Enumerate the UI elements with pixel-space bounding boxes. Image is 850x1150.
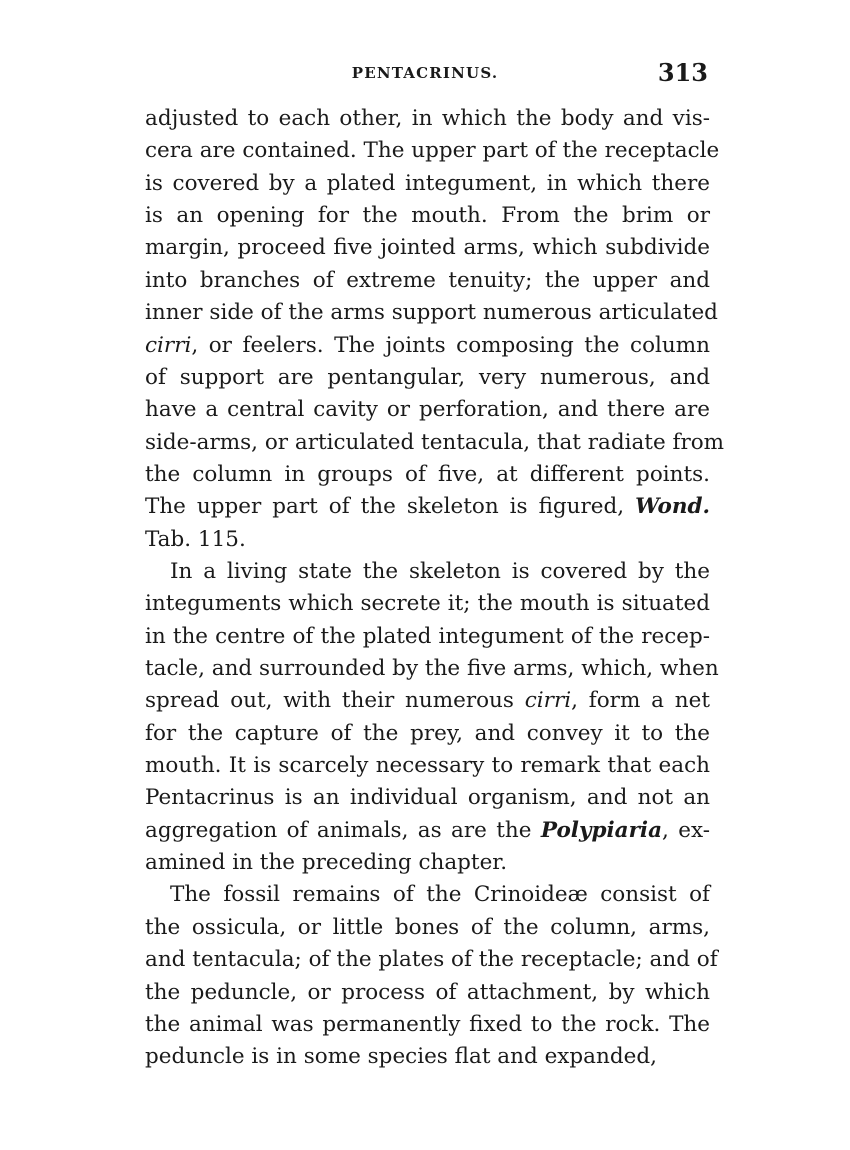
text-segment: Tab. 115. <box>145 526 246 552</box>
text-line <box>170 878 710 912</box>
text-segment: for the capture of the prey, and convey it to the <box>145 720 710 746</box>
text-line <box>145 1008 710 1042</box>
text-segment: , or feelers. The joints composing the column <box>191 332 710 358</box>
text-line <box>145 134 720 168</box>
text-line <box>145 814 710 848</box>
text-line <box>145 490 710 524</box>
text-line <box>145 620 710 654</box>
text-line <box>145 231 710 265</box>
text-segment: tacle, and surrounded by the five arms, which, when <box>145 656 719 681</box>
text-line <box>145 361 710 395</box>
text-line <box>145 717 710 751</box>
text-segment: side-arms, or articulated tentacula, that radiate from <box>145 429 725 455</box>
text-segment: The upper part of the skeleton is figured, <box>145 494 636 520</box>
text-line <box>145 458 710 492</box>
text-segment: the ossicula, or little bones of the column, arms, <box>145 914 710 940</box>
emphasized-text: Wond. <box>635 494 710 520</box>
text-segment: , ex- <box>662 817 710 843</box>
text-segment: the column in groups of five, at different points. <box>145 461 710 487</box>
text-line <box>145 523 710 557</box>
text-segment: In a living state the skeleton is covered by the <box>170 558 710 584</box>
text-segment: peduncle is in some species flat and expanded, <box>145 1044 657 1070</box>
text-segment: aggregation of animals, as are the <box>145 817 541 843</box>
text-segment: spread out, with their numerous <box>145 688 525 714</box>
text-segment: the animal was permanently fixed to the rock. The <box>145 1011 710 1037</box>
page-number: 313 <box>657 58 708 87</box>
text-line <box>145 296 718 330</box>
text-line <box>145 264 710 298</box>
text-line <box>145 943 718 977</box>
text-segment: adjusted to each other, in which the body and vis- <box>145 106 710 131</box>
text-segment: integuments which secrete it; the mouth is situated <box>145 591 710 617</box>
text-line <box>145 199 710 233</box>
running-title: PENTACRINUS. <box>351 64 499 82</box>
text-line <box>145 167 710 201</box>
text-segment: and tentacula; of the plates of the receptacle; and of <box>145 947 718 973</box>
emphasized-text: Polypiaria <box>540 817 663 843</box>
text-segment: cera are contained. The upper part of the receptacle <box>145 138 720 164</box>
emphasized-text: cirri <box>145 332 192 358</box>
text-line <box>145 102 710 136</box>
text-segment: of support are pentangular, very numerous, and <box>145 364 710 390</box>
text-line <box>145 1040 710 1074</box>
text-line <box>145 684 710 718</box>
text-segment: The fossil remains of the Crinoideæ consist of <box>170 882 710 908</box>
text-line <box>145 781 710 815</box>
text-segment: into branches of extreme tenuity; the upper and <box>145 267 710 293</box>
text-line <box>170 555 710 589</box>
text-segment: is covered by a plated integument, in which there <box>145 170 710 196</box>
text-segment: have a central cavity or perforation, and there are <box>145 397 710 423</box>
text-segment: amined in the preceding chapter. <box>145 850 508 876</box>
text-line <box>145 393 710 427</box>
text-line <box>145 911 710 945</box>
text-segment: mouth. It is scarcely necessary to remark that each <box>145 753 710 778</box>
text-segment: margin, proceed five jointed arms, which subdivide <box>145 235 710 261</box>
text-segment: inner side of the arms support numerous articulated <box>145 300 718 326</box>
text-line <box>145 652 719 686</box>
text-line <box>145 976 710 1010</box>
text-segment: in the centre of the plated integument of the recep- <box>145 623 710 649</box>
text-line <box>145 749 710 783</box>
text-segment: , form a net <box>571 688 710 714</box>
text-line <box>145 426 725 460</box>
text-line <box>145 329 710 363</box>
text-line <box>145 587 710 621</box>
text-segment: the peduncle, or process of attachment, by which <box>145 979 710 1005</box>
emphasized-text: cirri <box>524 688 572 714</box>
text-line <box>145 846 710 880</box>
running-head <box>142 58 708 88</box>
text-segment: is an opening for the mouth. From the brim or <box>145 203 710 229</box>
text-segment: Pentacrinus is an individual organism, and not an <box>145 785 710 811</box>
